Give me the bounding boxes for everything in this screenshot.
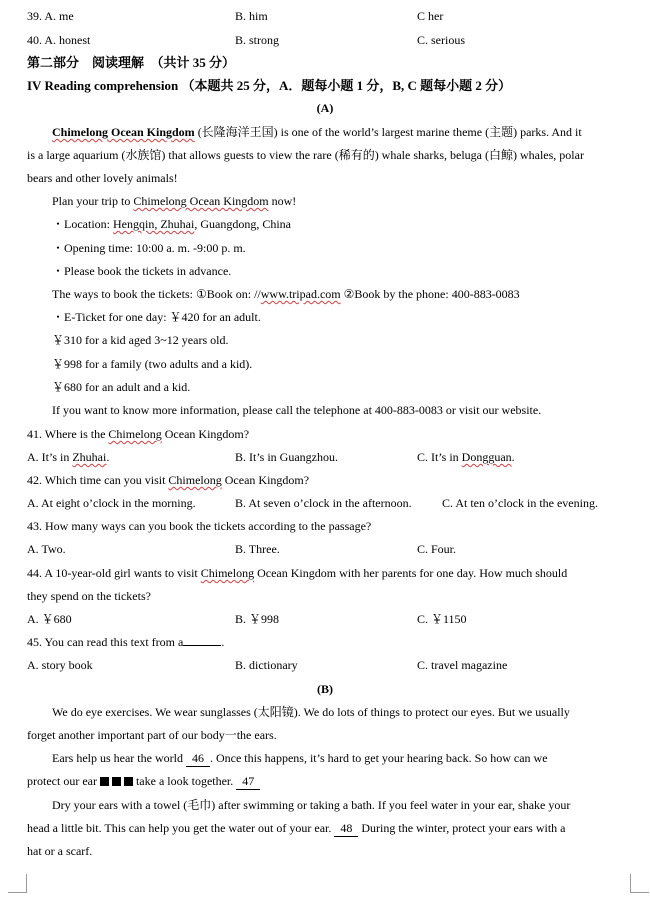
q42-stem-park: Chimelong — [168, 473, 222, 487]
plan-post: now! — [268, 194, 297, 208]
blank-47[interactable]: 47 — [236, 774, 260, 790]
q41-option-c — [417, 450, 515, 465]
passage-b-p3-line1: Dry your ears with a towel (毛巾) after swimming or taking a bath. If you feel water in your ear, shake your — [52, 798, 571, 812]
passage-b-p1-line1: We do eye exercises. We wear sunglasses (太阳镜). We do lots of things to protect our eyes. But we usually — [52, 705, 570, 719]
blank-46[interactable]: 46 — [186, 751, 210, 767]
passage-b-label: (B) — [317, 682, 333, 696]
passage-a-eticket: ・E-Ticket for one day: ￥420 for an adult. — [52, 310, 261, 324]
q41-stem-park: Chimelong — [108, 427, 162, 441]
q39-option-c: C her — [417, 9, 444, 23]
p2-line2-mid: take a look together. — [132, 774, 237, 788]
section-title: IV Reading comprehension （本题共 25 分，A．题每小题 1 分，B, C 题每小题 2 分） — [27, 78, 512, 93]
p2-line1-post: . Once this happens, it’s hard to get your hearing back. So how can we — [209, 751, 548, 765]
passage-a-location — [52, 217, 291, 232]
redacted-squares — [100, 775, 133, 790]
q44-option-a: A. ￥680 — [27, 612, 72, 626]
passage-a-p1-line3: bears and other lovely animals! — [27, 171, 178, 185]
q42-stem-post: Ocean Kingdom? — [221, 473, 310, 487]
passage-a-plan-line — [52, 194, 296, 209]
part-title: 第二部分 阅读理解 （共计 35 分） — [27, 55, 236, 70]
passage-a-more-info: If you want to know more information, please call the telephone at 400-883-0083 or visit our website. — [52, 403, 542, 417]
passage-a-p1-line2: is a large aquarium (水族馆) that allows guests to view the rare (稀有的) whale sharks, beluga (白鲸) whales, polar — [27, 148, 584, 162]
q41-c-place: Dongguan — [461, 450, 512, 464]
q41-option-b: B. It’s in Guangzhou. — [235, 450, 338, 464]
p2-line2-pre: protect our ear — [27, 774, 100, 788]
q43-stem: 43. How many ways can you book the tickets according to the passage? — [27, 519, 372, 533]
q41-option-a — [27, 450, 109, 465]
q42-option-c: C. At ten o’clock in the evening. — [442, 496, 598, 510]
passage-b-p3-line3: hat or a scarf. — [27, 844, 93, 858]
location-pre: ・Location: — [52, 217, 113, 231]
location-place: Hengqin, Zhuhai — [113, 217, 195, 231]
q41-stem — [27, 427, 249, 442]
p2-line1-pre: Ears help us hear the world — [52, 751, 186, 765]
q42-option-a: A. At eight o’clock in the morning. — [27, 496, 196, 510]
q39-option-a: 39. A. me — [27, 9, 74, 23]
q44-option-b: B. ￥998 — [235, 612, 280, 626]
q41-a-post: . — [106, 450, 110, 464]
passage-b-p3-line2 — [27, 821, 565, 837]
booking-ways-pre: The ways to book the tickets: ①Book on: // — [52, 287, 261, 301]
q45-answer-blank[interactable] — [183, 645, 221, 646]
passage-a-label: (A) — [316, 101, 334, 115]
passage-a-park-name: Chimelong Ocean Kingdom — [52, 125, 195, 139]
passage-a-hours: ・Opening time: 10:00 a. m. -9:00 p. m. — [52, 241, 246, 255]
q42-stem-pre: 42. Which time can you visit — [27, 473, 169, 487]
q44-stem-line2: they spend on the tickets? — [27, 589, 151, 603]
passage-a-family-price: ￥998 for a family (two adults and a kid). — [52, 357, 253, 371]
passage-a-advance: ・Please book the tickets in advance. — [52, 264, 232, 278]
plan-park-name: Chimelong Ocean Kingdom — [133, 194, 269, 208]
q40-option-c: C. serious — [417, 33, 465, 47]
q41-stem-pre: 41. Where is the — [27, 427, 109, 441]
plan-pre: Plan your trip to — [52, 194, 134, 208]
q44-stem-park: Chimelong — [200, 566, 255, 580]
corner-mark-bottom-left — [8, 874, 27, 893]
q39-option-b: B. him — [235, 9, 268, 23]
q41-stem-post: Ocean Kingdom? — [161, 427, 250, 441]
q41-c-post: . — [511, 450, 515, 464]
q40-option-b: B. strong — [235, 33, 280, 47]
corner-mark-bottom-right — [630, 874, 649, 893]
q44-stem-pre: 44. A 10-year-old girl wants to visit — [27, 566, 201, 580]
q44-stem-line1 — [27, 566, 567, 581]
q44-stem-post: Ocean Kingdom with her parents for one day. How much should — [254, 566, 568, 580]
q41-a-pre: A. It’s in — [27, 450, 73, 464]
q41-a-place: Zhuhai — [72, 450, 107, 464]
booking-ways-post: ②Book by the phone: 400-883-0083 — [340, 287, 520, 301]
p3-line2-pre: head a little bit. This can help you get the water out of your ear. — [27, 821, 335, 835]
q42-stem — [27, 473, 309, 488]
q43-option-a: A. Two. — [27, 542, 66, 556]
booking-url: www.tripad.com — [260, 287, 341, 301]
q45-stem-pre: 45. You can read this text from a — [27, 635, 184, 649]
passage-b-p2-line2 — [27, 774, 260, 790]
blank-48[interactable]: 48 — [334, 821, 358, 837]
q45-stem — [27, 635, 224, 650]
location-post: , Guangdong, China — [194, 217, 291, 231]
passage-a-adult-kid-price: ￥680 for an adult and a kid. — [52, 380, 191, 394]
p3-line2-post: During the winter, protect your ears with a — [358, 821, 566, 835]
q45-stem-post: . — [221, 635, 225, 649]
passage-b-p1-line2: forget another important part of our body一the ears. — [27, 728, 277, 742]
q45-option-a: A. story book — [27, 658, 93, 672]
passage-a-p1-line1 — [52, 125, 582, 140]
passage-b-p2-line1 — [52, 751, 548, 767]
q41-c-pre: C. It’s in — [417, 450, 462, 464]
q42-option-b: B. At seven o’clock in the afternoon. — [235, 496, 412, 510]
q43-option-c: C. Four. — [417, 542, 457, 556]
passage-a-kid-price: ￥310 for a kid aged 3~12 years old. — [52, 333, 229, 347]
passage-a-p1-line1-text: (长隆海洋王国) is one of the world’s largest marine theme (主题) parks. And it — [194, 125, 582, 139]
q43-option-b: B. Three. — [235, 542, 280, 556]
q45-option-c: C. travel magazine — [417, 658, 508, 672]
q44-option-c: C. ￥1150 — [417, 612, 467, 626]
q40-option-a: 40. A. honest — [27, 33, 91, 47]
passage-a-booking-ways — [52, 287, 520, 302]
q45-option-b: B. dictionary — [235, 658, 298, 672]
